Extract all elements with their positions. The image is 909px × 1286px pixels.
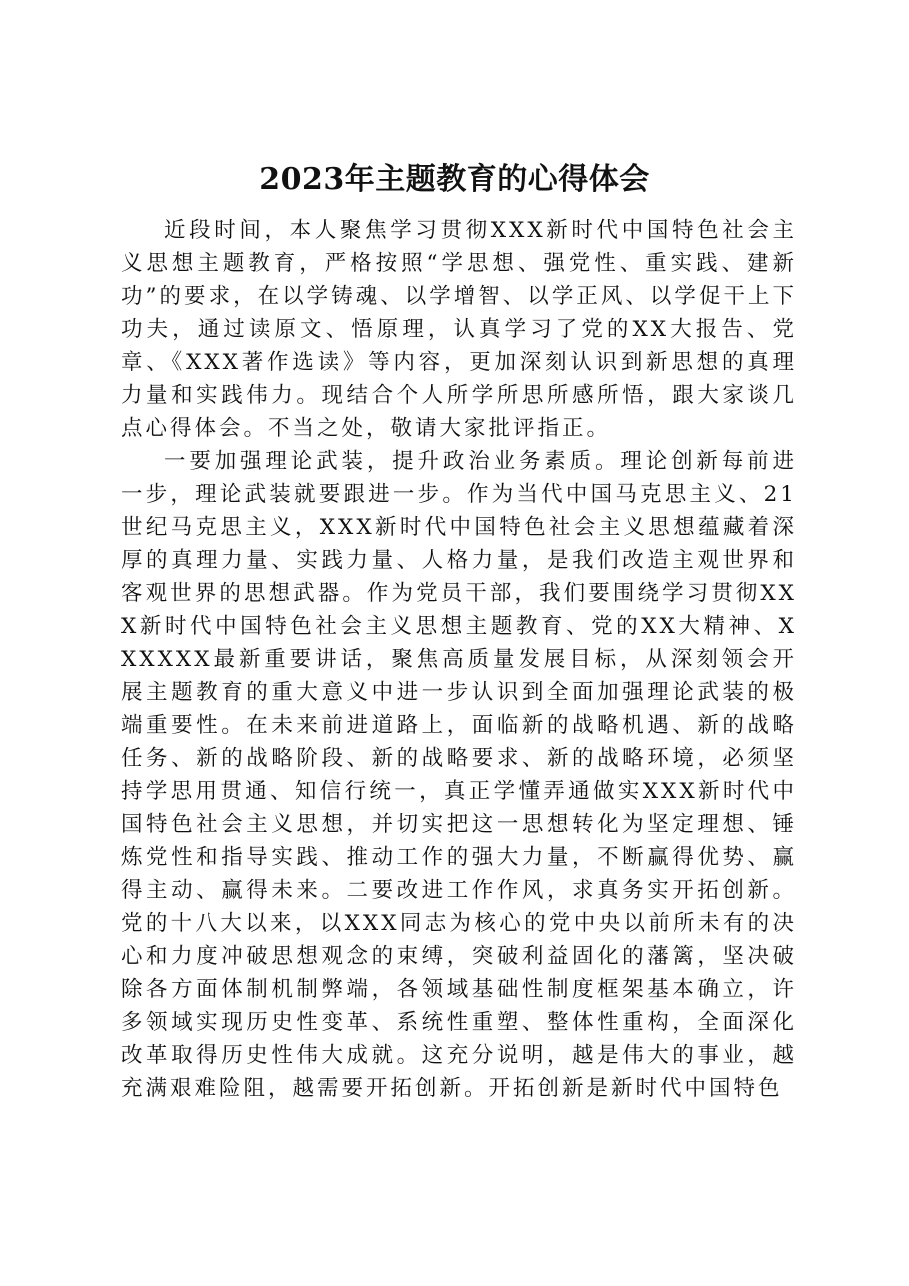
paragraph-intro: 近段时间，本人聚焦学习贯彻XXX新时代中国特色社会主义思想主题教育，严格按照“学思想、强党性、重实践、建新功”的要求，在以学铸魂、以学增智、以学正风、以学促干上下功夫，通过读原文、悟原理，认真学习了党的XX大报告、党章、《XXX著作选读》等内容，更加深刻认识到新思想的真理力量和实践伟力。现结合个人所学所思所感所悟，跟大家谈几点心得体会。不当之处，敬请大家批评指正。 xyxy=(121,218,797,441)
document-body xyxy=(121,214,797,1105)
document-title: 2023年主题教育的心得体会 xyxy=(259,162,650,197)
paragraph-theory: 一要加强理论武装，提升政治业务素质。理论创新每前进一步，理论武装就要跟进一步。作为当代中国马克思主义、21世纪马克思主义，XXX新时代中国特色社会主义思想蕴藏着深厚的真理力量、实践力量、人格力量，是我们改造主观世界和客观世界的思想武器。作为党员干部，我们要围绕学习贯彻XXX新时代中国特色社会主义思想主题教育、党的XX大精神、XXXXXX最新重要讲话，聚焦高质量发展目标，从深刻领会开展主题教育的重大意义中进一步认识到全面加强理论武装的极端重要性。在未来前进道路上，面临新的战略机遇、新的战略任务、新的战略阶段、新的战略要求、新的战略环境，必须坚持学思用贯通、知信行统一，真正学懂弄通做实XXX新时代中国特色社会主义思想，并切实把这一思想转化为坚定理想、锤炼党性和指导实践、推动工作的强大力量，不断赢得优势、赢得主动、赢得未来。二要改进工作作风，求真务实开拓创新。党的十八大以来，以XXX同志为核心的党中央以前所未有的决心和力度冲破思想观念的束缚，突破利益固化的藩篱，坚决破除各方面体制机制弊端，各领域基础性制度框架基本确立，许多领域实现历史性变革、系统性重塑、整体性重构，全面深化改革取得历史性伟大成就。这充分说明，越是伟大的事业，越充满艰难险阻，越需要开拓创新。开拓创新是新时代中国特色 xyxy=(121,449,797,1101)
